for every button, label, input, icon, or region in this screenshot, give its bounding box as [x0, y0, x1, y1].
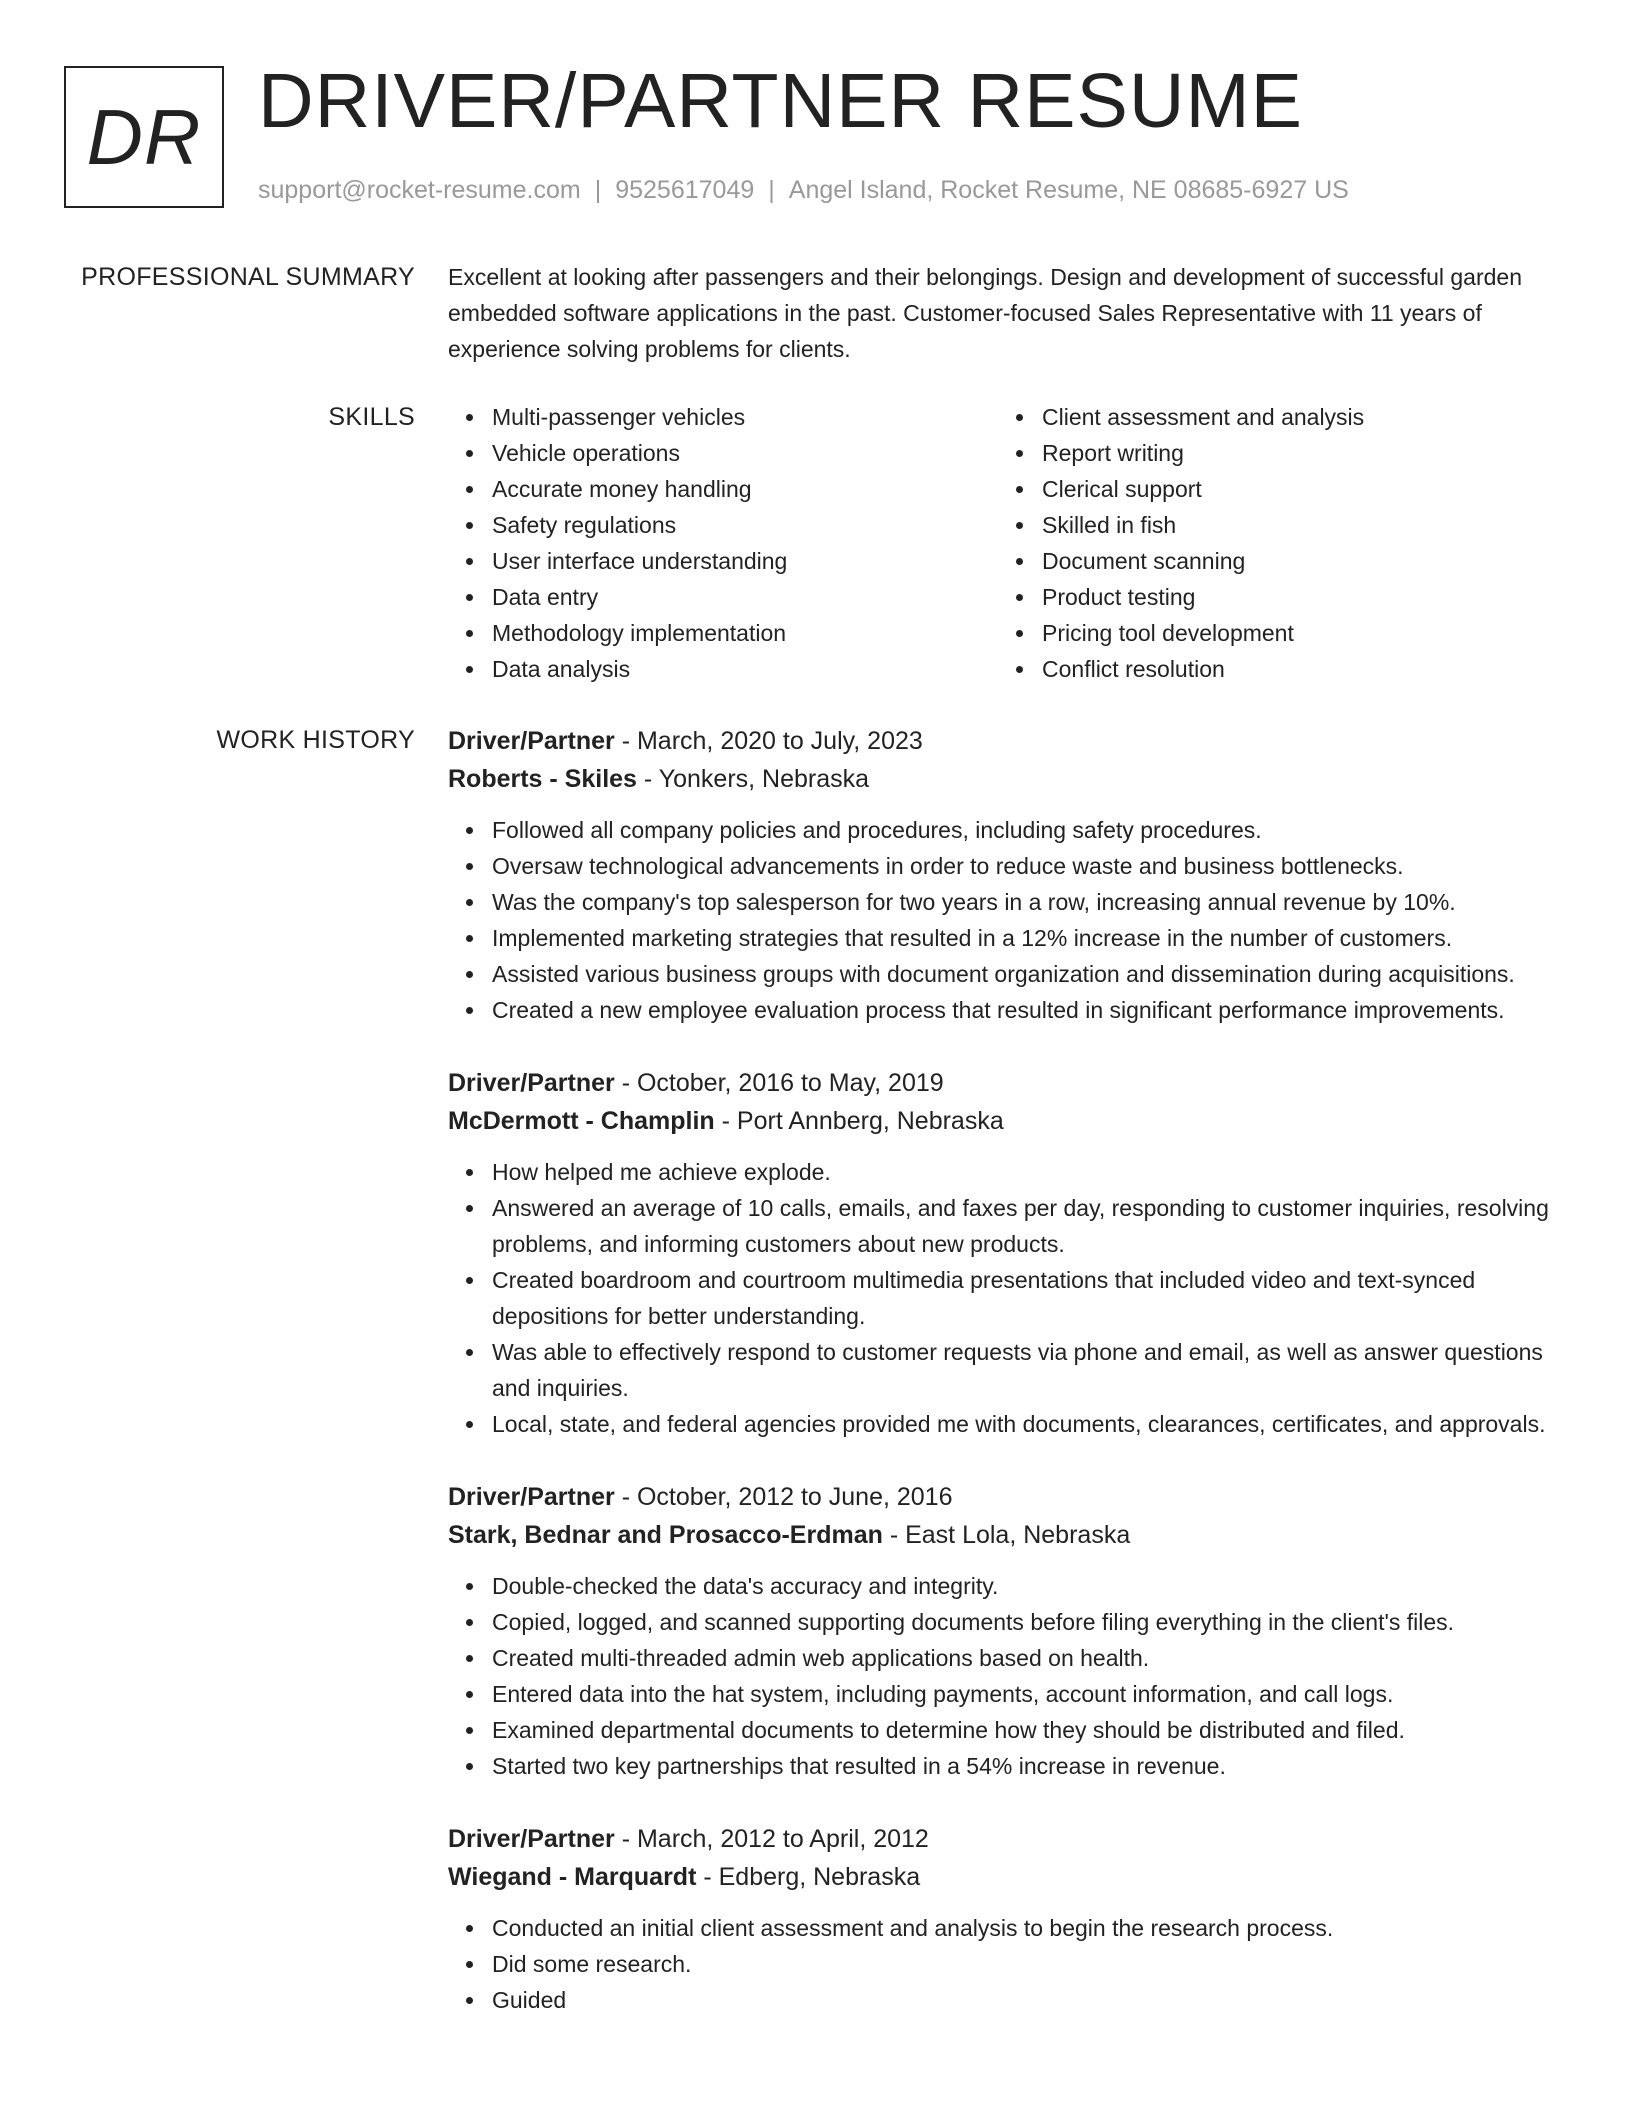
- job-company-line: [448, 1102, 1568, 1140]
- job-title: Driver/Partner: [448, 727, 615, 755]
- job-title-line: [448, 722, 1568, 760]
- job-bullet: Conducted an initial client assessment and analysis to begin the research process.: [492, 1910, 1568, 1946]
- skill-item: Vehicle operations: [492, 435, 998, 471]
- initials-monogram: DR: [64, 66, 224, 208]
- skills-list-left: [448, 399, 998, 687]
- job-title-line: [448, 1820, 1568, 1858]
- job-bullet: Did some research.: [492, 1946, 1568, 1982]
- job-company-line: [448, 1516, 1568, 1554]
- skill-item: Clerical support: [1042, 471, 1548, 507]
- job-bullet: Started two key partnerships that resulted in a 54% increase in revenue.: [492, 1748, 1568, 1784]
- skill-item: Document scanning: [1042, 543, 1548, 579]
- job-title: Driver/Partner: [448, 1483, 615, 1511]
- job-bullet: Copied, logged, and scanned supporting documents before filing everything in the client's files.: [492, 1604, 1568, 1640]
- job-company: Roberts - Skiles: [448, 765, 637, 793]
- job-bullet: Local, state, and federal agencies provided me with documents, clearances, certificates, and approvals.: [492, 1406, 1568, 1442]
- job-bullet: Implemented marketing strategies that resulted in a 12% increase in the number of customers.: [492, 920, 1568, 956]
- section-label-summary: PROFESSIONAL SUMMARY: [81, 263, 415, 291]
- summary-text: Excellent at looking after passengers and their belongings. Design and development of successful garden embedded software applications in the past. Customer-focused Sales Representative with 11 years of experience solving problems for clients.: [448, 264, 1523, 362]
- job-location: - Port Annberg, Nebraska: [721, 1107, 1004, 1135]
- skill-item: Accurate money handling: [492, 471, 998, 507]
- job-bullet: Examined departmental documents to determine how they should be distributed and filed.: [492, 1712, 1568, 1748]
- skills-list-right: [998, 399, 1548, 687]
- contact-phone[interactable]: 9525617049: [615, 176, 755, 204]
- resume-title: DRIVER/PARTNER RESUME: [258, 58, 1303, 144]
- job-bullet: Was the company's top salesperson for two years in a row, increasing annual revenue by 10%.: [492, 884, 1568, 920]
- job-bullet: Guided: [492, 1982, 1568, 2018]
- job-bullet: Created boardroom and courtroom multimedia presentations that included video and text-synced depositions for better understanding.: [492, 1262, 1568, 1334]
- job-entry: [448, 1478, 1568, 1784]
- section-label-skills: SKILLS: [328, 403, 415, 431]
- job-entry: [448, 1064, 1568, 1442]
- jobs-list: [448, 722, 1568, 2054]
- skill-item: User interface understanding: [492, 543, 998, 579]
- job-company-line: [448, 1858, 1568, 1896]
- skill-item: Methodology implementation: [492, 615, 998, 651]
- skill-item: Conflict resolution: [1042, 651, 1548, 687]
- job-bullet: Oversaw technological advancements in order to reduce waste and business bottlenecks.: [492, 848, 1568, 884]
- skill-item: Product testing: [1042, 579, 1548, 615]
- job-dates: - March, 2012 to April, 2012: [621, 1825, 929, 1853]
- job-title-line: [448, 1478, 1568, 1516]
- contact-separator: |: [768, 176, 775, 204]
- job-title: Driver/Partner: [448, 1069, 615, 1097]
- section-label-work-history: WORK HISTORY: [216, 726, 415, 754]
- job-entry: [448, 1820, 1568, 2018]
- job-bullet: How helped me achieve explode.: [492, 1154, 1568, 1190]
- job-bullet: Followed all company policies and procedures, including safety procedures.: [492, 812, 1568, 848]
- job-bullets: [448, 812, 1568, 1028]
- job-bullet: Answered an average of 10 calls, emails, and faxes per day, responding to customer inquiries, resolving problems, and informing customers about new products.: [492, 1190, 1568, 1262]
- job-company-line: [448, 760, 1568, 798]
- job-bullets: [448, 1568, 1568, 1784]
- contact-address: Angel Island, Rocket Resume, NE 08685-6927 US: [788, 176, 1349, 204]
- job-bullets: [448, 1910, 1568, 2018]
- job-title-line: [448, 1064, 1568, 1102]
- job-company: Stark, Bednar and Prosacco-Erdman: [448, 1521, 883, 1549]
- job-dates: - October, 2012 to June, 2016: [621, 1483, 953, 1511]
- job-entry: [448, 722, 1568, 1028]
- contact-separator: |: [594, 176, 602, 204]
- job-title: Driver/Partner: [448, 1825, 615, 1853]
- job-bullets: [448, 1154, 1568, 1442]
- skill-item: Client assessment and analysis: [1042, 399, 1548, 435]
- job-bullet: Was able to effectively respond to customer requests via phone and email, as well as answer questions and inquiries.: [492, 1334, 1568, 1406]
- job-location: - Yonkers, Nebraska: [643, 765, 870, 793]
- job-company: McDermott - Champlin: [448, 1107, 715, 1135]
- skill-item: Multi-passenger vehicles: [492, 399, 998, 435]
- job-dates: - March, 2020 to July, 2023: [621, 727, 923, 755]
- job-company: Wiegand - Marquardt: [448, 1863, 697, 1891]
- job-dates: - October, 2016 to May, 2019: [621, 1069, 944, 1097]
- job-bullet: Created a new employee evaluation process that resulted in significant performance improvements.: [492, 992, 1568, 1028]
- skill-item: Data entry: [492, 579, 998, 615]
- job-bullet: Double-checked the data's accuracy and integrity.: [492, 1568, 1568, 1604]
- skill-item: Skilled in fish: [1042, 507, 1548, 543]
- job-bullet: Created multi-threaded admin web applications based on health.: [492, 1640, 1568, 1676]
- skill-item: Safety regulations: [492, 507, 998, 543]
- contact-line: [258, 172, 1349, 208]
- job-bullet: Assisted various business groups with document organization and dissemination during acquisitions.: [492, 956, 1568, 992]
- job-bullet: Entered data into the hat system, including payments, account information, and call logs.: [492, 1676, 1568, 1712]
- skill-item: Report writing: [1042, 435, 1548, 471]
- skill-item: Data analysis: [492, 651, 998, 687]
- contact-email[interactable]: support@rocket-resume.com: [258, 176, 581, 204]
- job-location: - East Lola, Nebraska: [889, 1521, 1131, 1549]
- skill-item: Pricing tool development: [1042, 615, 1548, 651]
- job-location: - Edberg, Nebraska: [703, 1863, 921, 1891]
